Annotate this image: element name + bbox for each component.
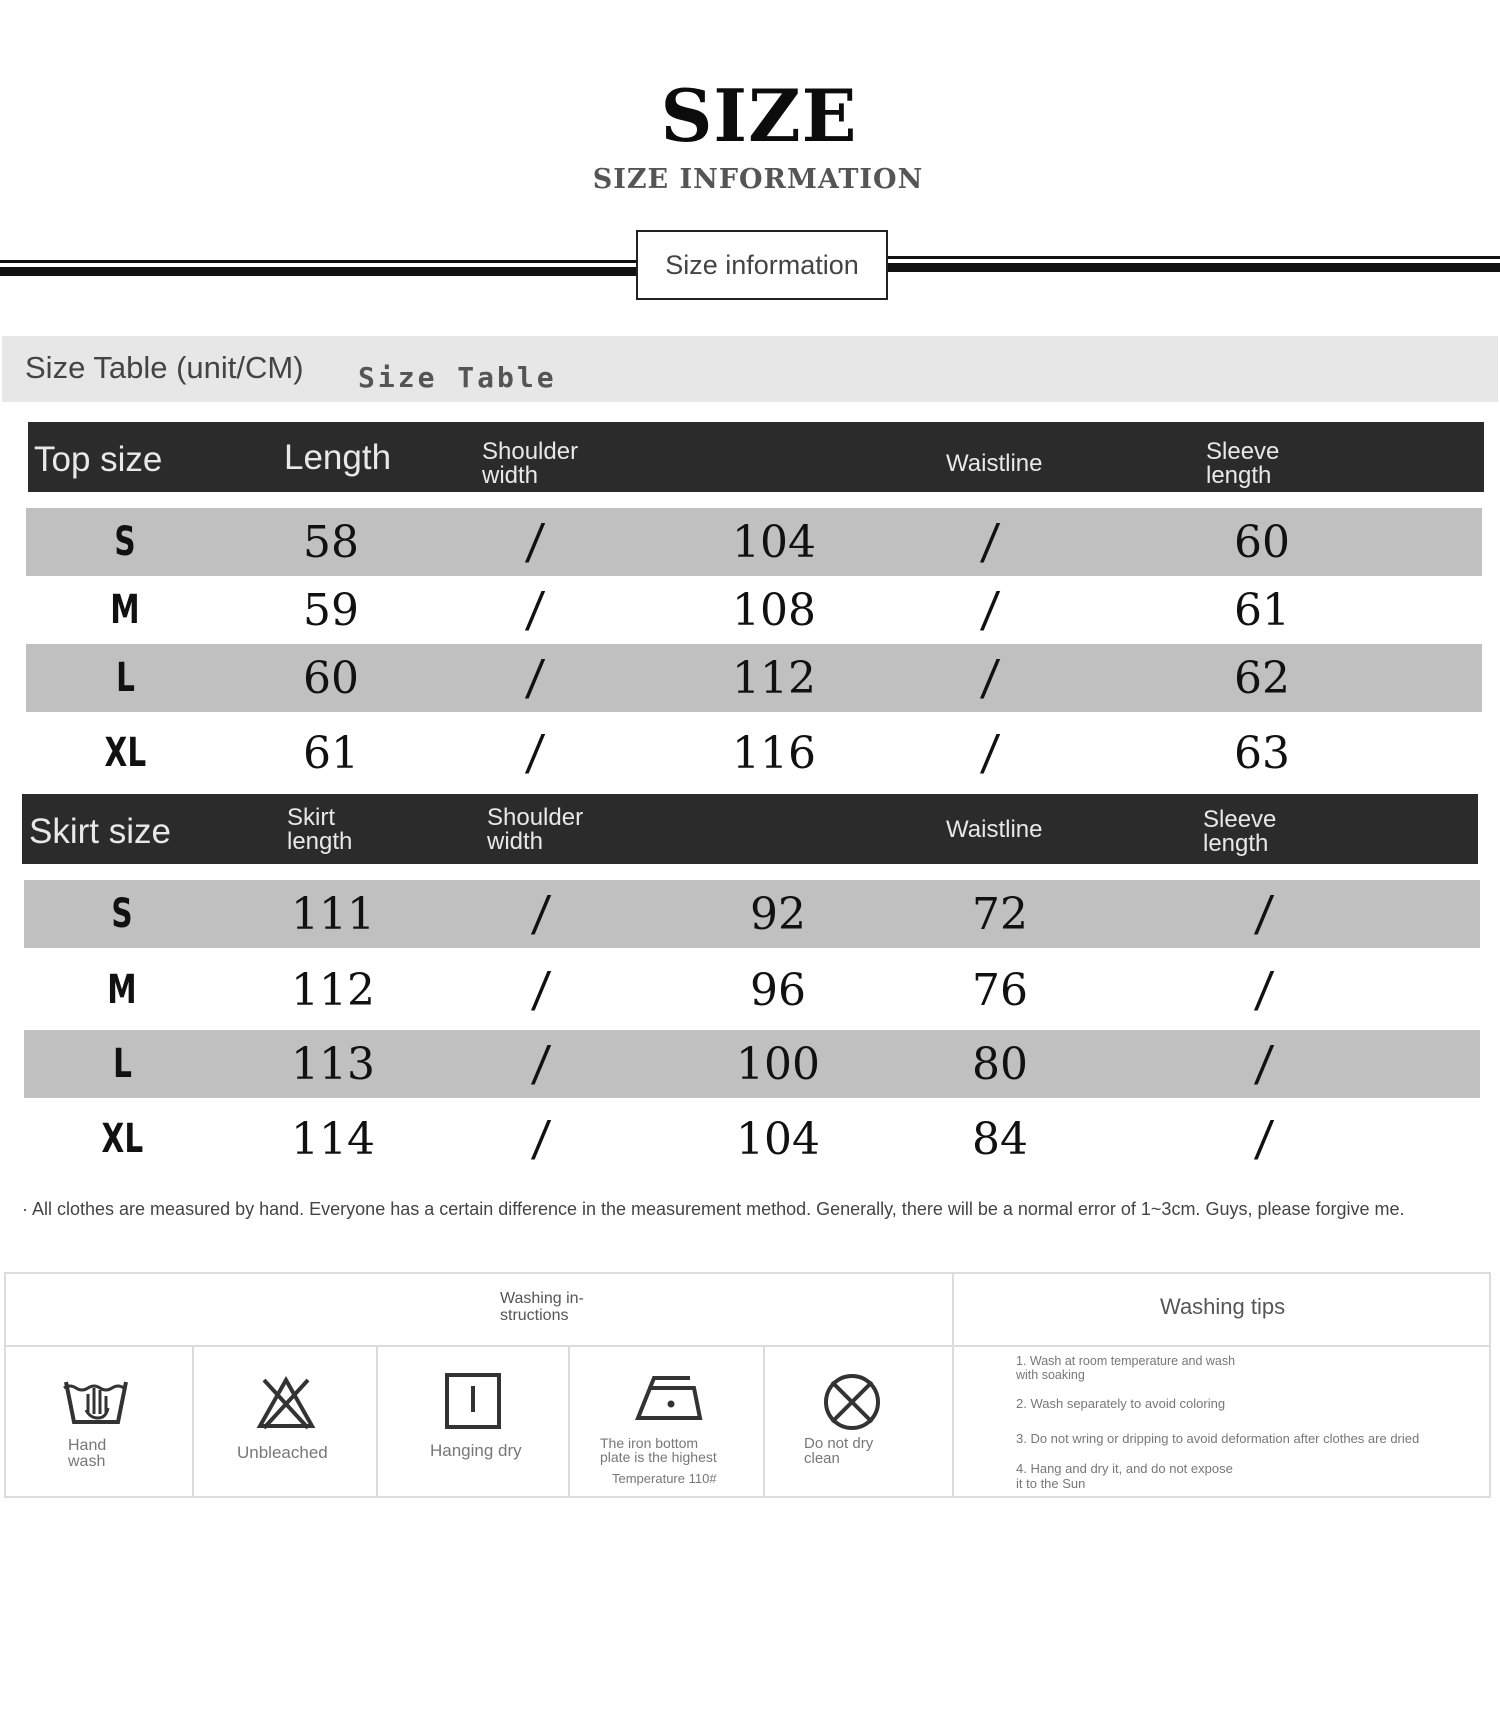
hand-wash-icon <box>60 1370 132 1428</box>
value-cell <box>708 1100 848 1178</box>
not-applicable-mark: / <box>978 582 1002 638</box>
table-row <box>26 508 1482 576</box>
iron-caption: The iron bottom plate is the highest <box>600 1435 717 1465</box>
size-label-cell <box>52 950 192 1030</box>
measurement-value: 63 <box>1234 727 1290 779</box>
value-cell <box>471 880 611 948</box>
size-label: XL <box>101 1116 143 1162</box>
no-bleach-caption: Unbleached <box>237 1443 328 1462</box>
size-label: M <box>107 967 137 1013</box>
washing-header-divider <box>4 1345 1491 1347</box>
tips-divider <box>952 1272 954 1498</box>
value-cell <box>1192 576 1332 644</box>
measurement-value: 92 <box>750 888 806 940</box>
value-cell <box>471 1100 611 1178</box>
not-applicable-mark: / <box>1252 1036 1276 1092</box>
icon-divider-1 <box>192 1345 194 1498</box>
value-cell <box>920 576 1060 644</box>
measurement-value: 60 <box>303 652 359 704</box>
measurement-value: 76 <box>972 964 1028 1016</box>
value-cell <box>261 508 401 576</box>
value-cell <box>261 644 401 712</box>
not-applicable-mark: / <box>529 962 553 1018</box>
measurement-value: 61 <box>303 727 359 779</box>
not-applicable-mark: / <box>978 514 1002 570</box>
page-title: SIZE <box>660 73 858 158</box>
measurement-value: 104 <box>732 516 816 568</box>
table-row <box>24 1030 1480 1098</box>
value-cell <box>261 712 401 794</box>
table-row <box>26 644 1482 712</box>
measurement-value: 72 <box>972 888 1028 940</box>
table-row <box>24 950 1480 1030</box>
no-dry-clean-caption: Do not dry clean <box>804 1435 874 1467</box>
icon-divider-2 <box>376 1345 378 1498</box>
washing-instructions-heading: Washing in- structions <box>500 1290 584 1324</box>
value-cell <box>1194 880 1334 948</box>
washing-tip-3: 3. Do not wring or dripping to avoid deformation after clothes are dried <box>1016 1431 1420 1446</box>
value-cell <box>1192 508 1332 576</box>
value-cell <box>471 1030 611 1098</box>
measurement-value: 80 <box>972 1038 1028 1090</box>
size-label: L <box>115 655 135 701</box>
hang-dry-caption: Hanging dry <box>430 1441 522 1460</box>
value-cell <box>261 576 401 644</box>
no-bleach-icon <box>256 1376 316 1430</box>
measurement-note: · All clothes are measured by hand. Everyone has a certain difference in the measurement method. Generally, there will be a normal error of 1~3cm. Guys, please forgive me. <box>22 1199 1405 1219</box>
measurement-value: 62 <box>1234 652 1290 704</box>
skirt-size-header <box>22 794 1478 864</box>
page-subtitle: SIZE INFORMATION <box>592 164 924 195</box>
value-cell <box>704 712 844 794</box>
size-label: L <box>112 1041 132 1087</box>
size-label-cell <box>52 1100 192 1178</box>
not-applicable-mark: / <box>523 725 547 781</box>
measurement-value: 104 <box>736 1113 820 1165</box>
top-header-length: Length <box>284 438 392 477</box>
measurement-value: 116 <box>732 727 816 779</box>
value-cell <box>930 950 1070 1030</box>
top-header-size: Top size <box>34 440 163 479</box>
measurement-value: 59 <box>303 584 359 636</box>
measurement-value: 58 <box>303 516 359 568</box>
value-cell <box>708 880 848 948</box>
top-header-shoulder: Shoulder width <box>482 438 579 490</box>
measurement-value: 84 <box>972 1113 1028 1165</box>
skirt-header-sleeve: Sleeve length <box>1203 806 1277 858</box>
skirt-header-waistline: Waistline <box>946 816 1043 843</box>
top-size-header <box>28 422 1484 492</box>
not-applicable-mark: / <box>523 650 547 706</box>
no-dry-clean-icon <box>822 1372 882 1432</box>
value-cell <box>1192 644 1332 712</box>
table-row <box>24 880 1480 948</box>
value-cell <box>704 508 844 576</box>
measurement-value: 96 <box>750 964 806 1016</box>
washing-tips-heading: Washing tips <box>1160 1294 1286 1319</box>
value-cell <box>708 950 848 1030</box>
value-cell <box>704 644 844 712</box>
section-label <box>636 230 888 300</box>
iron-icon <box>634 1374 704 1424</box>
table-row <box>24 1100 1480 1178</box>
not-applicable-mark: / <box>978 725 1002 781</box>
value-cell <box>930 880 1070 948</box>
value-cell <box>1194 950 1334 1030</box>
value-cell <box>263 950 403 1030</box>
value-cell <box>704 576 844 644</box>
size-table-title: Size Table (unit/CM) <box>25 350 304 385</box>
divider-right-thin <box>888 256 1500 259</box>
washing-tip-2: 2. Wash separately to avoid coloring <box>1016 1396 1226 1411</box>
value-cell <box>1192 712 1332 794</box>
value-cell <box>920 644 1060 712</box>
not-applicable-mark: / <box>529 886 553 942</box>
measurement-value: 113 <box>291 1038 375 1090</box>
value-cell <box>471 950 611 1030</box>
not-applicable-mark: / <box>1252 1111 1276 1167</box>
top-header-waistline: Waistline <box>946 450 1043 477</box>
not-applicable-mark: / <box>523 582 547 638</box>
value-cell <box>930 1100 1070 1178</box>
value-cell <box>1194 1100 1334 1178</box>
not-applicable-mark: / <box>978 650 1002 706</box>
size-label-cell <box>52 880 192 948</box>
washing-tip-1: 1. Wash at room temperature and wash with soaking <box>1016 1354 1236 1383</box>
value-cell <box>465 576 605 644</box>
measurement-value: 61 <box>1234 584 1290 636</box>
not-applicable-mark: / <box>523 514 547 570</box>
not-applicable-mark: / <box>1252 886 1276 942</box>
value-cell <box>708 1030 848 1098</box>
value-cell <box>920 712 1060 794</box>
not-applicable-mark: / <box>529 1111 553 1167</box>
value-cell <box>1194 1030 1334 1098</box>
not-applicable-mark: / <box>1252 962 1276 1018</box>
not-applicable-mark: / <box>529 1036 553 1092</box>
hang-dry-icon <box>444 1372 502 1430</box>
size-label-cell <box>52 1030 192 1098</box>
measurement-value: 112 <box>291 964 375 1016</box>
value-cell <box>465 712 605 794</box>
measurement-value: 111 <box>291 888 375 940</box>
icon-divider-3 <box>568 1345 570 1498</box>
value-cell <box>465 644 605 712</box>
value-cell <box>263 1030 403 1098</box>
measurement-value: 108 <box>732 584 816 636</box>
skirt-header-size: Skirt size <box>29 812 171 851</box>
skirt-header-shoulder: Shoulder width <box>487 804 584 856</box>
size-label: M <box>110 587 140 633</box>
skirt-header-length: Skirt length <box>287 804 353 856</box>
size-label: S <box>111 891 133 937</box>
measurement-value: 60 <box>1234 516 1290 568</box>
top-header-sleeve: Sleeve length <box>1206 438 1280 490</box>
value-cell <box>465 508 605 576</box>
size-label: XL <box>104 730 146 776</box>
value-cell <box>263 1100 403 1178</box>
measurement-value: 114 <box>291 1113 375 1165</box>
washing-tip-4: 4. Hang and dry it, and do not expose it to the Sun <box>1016 1461 1233 1491</box>
section-label-text: Size information <box>665 249 859 280</box>
divider-right-thick <box>888 263 1500 272</box>
icon-divider-4 <box>763 1345 765 1498</box>
table-row <box>26 712 1482 794</box>
value-cell <box>263 880 403 948</box>
measurement-value: 100 <box>736 1038 820 1090</box>
value-cell <box>930 1030 1070 1098</box>
iron-caption-temperature: Temperature 110# <box>612 1471 717 1486</box>
value-cell <box>920 508 1060 576</box>
hand-wash-caption: Hand wash <box>68 1437 107 1470</box>
divider-left-thick <box>0 267 636 276</box>
size-table-subtitle: Size Table <box>358 361 557 394</box>
size-label: S <box>114 519 136 565</box>
table-row <box>26 576 1482 644</box>
size-label-cell <box>55 576 195 644</box>
divider-left-thin <box>0 260 636 263</box>
size-label-cell <box>55 508 195 576</box>
measurement-value: 112 <box>732 652 816 704</box>
size-label-cell <box>55 712 195 794</box>
size-label-cell <box>55 644 195 712</box>
